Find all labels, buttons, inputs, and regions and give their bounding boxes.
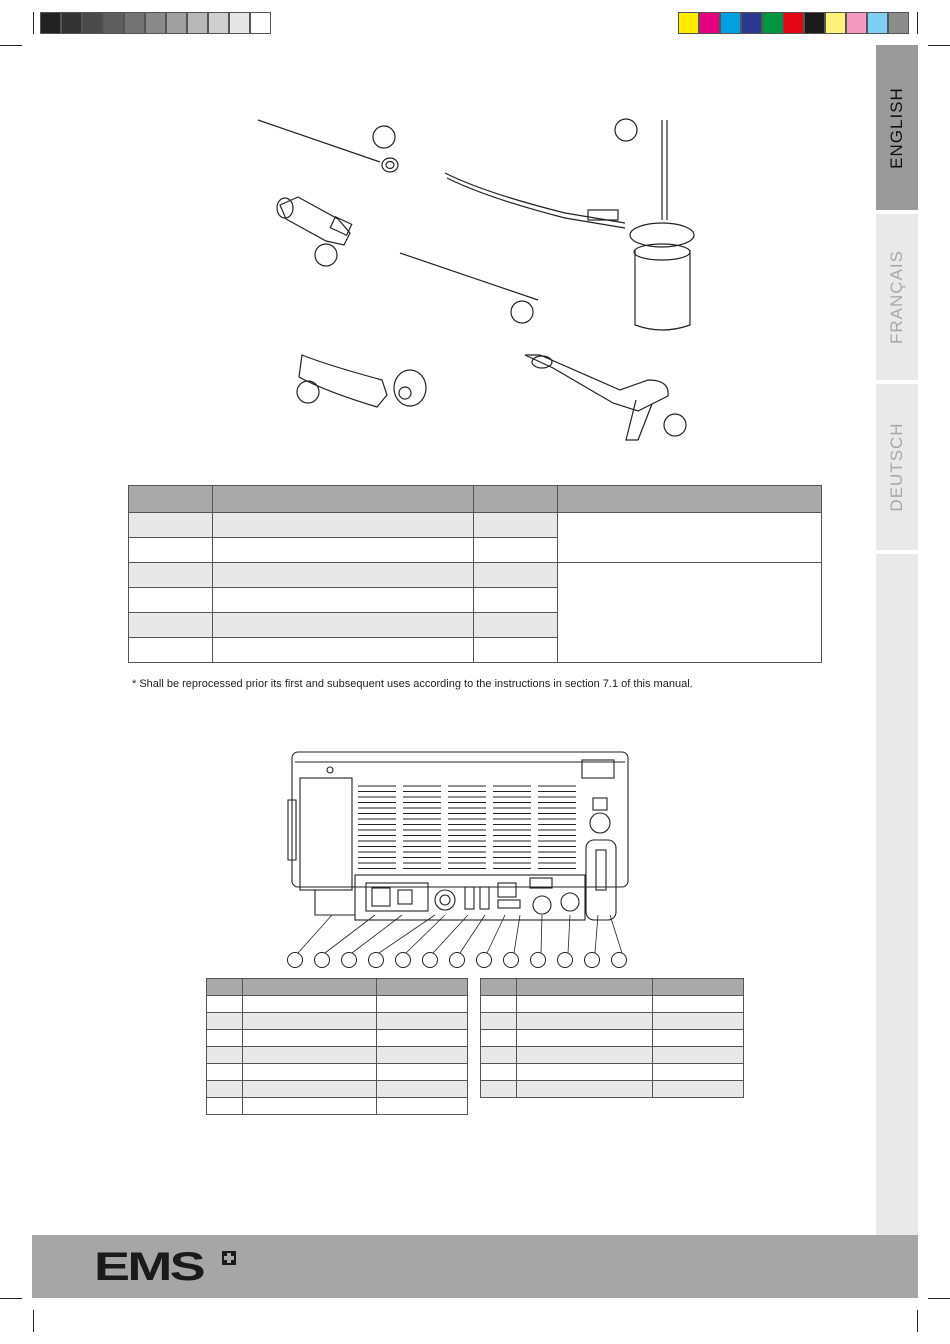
tab-francais-label: FRANÇAIS bbox=[887, 250, 906, 344]
table-row bbox=[481, 1081, 744, 1098]
calibration-swatch bbox=[762, 12, 783, 34]
crop-mark bbox=[928, 1298, 950, 1299]
table-header-row bbox=[207, 979, 468, 996]
tab-deutsch[interactable] bbox=[876, 384, 918, 550]
footer-bar bbox=[32, 1235, 918, 1298]
calibration-swatch bbox=[846, 12, 867, 34]
table-row bbox=[129, 563, 822, 588]
calibration-swatch bbox=[61, 12, 82, 34]
callout-circle bbox=[504, 953, 519, 968]
callout-leader-line bbox=[595, 915, 598, 953]
table-header-row bbox=[481, 979, 744, 996]
calibration-swatch bbox=[825, 12, 846, 34]
table-row bbox=[481, 996, 744, 1013]
table-row bbox=[207, 996, 468, 1013]
table-row bbox=[207, 1013, 468, 1030]
tab-english[interactable] bbox=[876, 45, 918, 210]
callout-circle bbox=[315, 953, 330, 968]
callout-leader-line bbox=[568, 915, 570, 953]
table-row bbox=[207, 1098, 468, 1115]
calibration-swatch bbox=[124, 12, 145, 34]
calibration-swatch bbox=[867, 12, 888, 34]
calibration-swatch bbox=[741, 12, 762, 34]
calibration-swatch bbox=[699, 12, 720, 34]
crop-mark bbox=[33, 1310, 34, 1332]
accessories-table bbox=[128, 485, 822, 663]
calibration-swatch bbox=[187, 12, 208, 34]
callout-circle bbox=[423, 953, 438, 968]
table-row bbox=[207, 1030, 468, 1047]
connectors-table-left bbox=[206, 978, 468, 1115]
crop-mark bbox=[33, 12, 34, 34]
accessories-illustration bbox=[250, 110, 700, 450]
calibration-swatch bbox=[166, 12, 187, 34]
callout-leader-line bbox=[406, 915, 445, 953]
calibration-swatch bbox=[678, 12, 699, 34]
callout-circle bbox=[585, 953, 600, 968]
callout-circle bbox=[288, 953, 303, 968]
table-row bbox=[129, 513, 822, 538]
callout-circle bbox=[369, 953, 384, 968]
device-rear-panel-illustration bbox=[280, 750, 640, 972]
header-cell bbox=[212, 486, 474, 513]
callout-leader-line bbox=[325, 915, 375, 953]
table-row bbox=[481, 1064, 744, 1081]
calibration-swatch bbox=[804, 12, 825, 34]
table-row bbox=[207, 1047, 468, 1064]
table-row bbox=[481, 1030, 744, 1047]
callout-circle bbox=[477, 953, 492, 968]
calibration-swatch bbox=[888, 12, 909, 34]
callout-circle bbox=[342, 953, 357, 968]
callout-circle bbox=[612, 953, 627, 968]
callout-leader-line bbox=[541, 915, 542, 953]
callout-circle bbox=[558, 953, 573, 968]
callout-leader-line bbox=[610, 915, 622, 953]
side-tab-filler bbox=[876, 554, 918, 1236]
callout-leader-line bbox=[379, 915, 435, 953]
reprocessing-footnote: * Shall be reprocessed prior its first and subsequent uses according to the instructions in section 7.1 of this manual. bbox=[132, 678, 693, 690]
header-cell bbox=[558, 486, 822, 513]
table-header-row bbox=[129, 486, 822, 513]
callout-circle bbox=[396, 953, 411, 968]
calibration-swatch bbox=[720, 12, 741, 34]
callout-leader-line bbox=[433, 915, 468, 953]
crop-mark bbox=[917, 1310, 918, 1332]
table-row bbox=[481, 1013, 744, 1030]
connectors-table-right bbox=[480, 978, 744, 1098]
callout-leader-line bbox=[298, 915, 332, 953]
crop-mark bbox=[0, 1298, 22, 1299]
callout-leader-line bbox=[352, 915, 402, 953]
calibration-swatch bbox=[103, 12, 124, 34]
tab-deutsch-label: DEUTSCH bbox=[887, 422, 906, 512]
table-row bbox=[207, 1064, 468, 1081]
calibration-swatch bbox=[250, 12, 271, 34]
calibration-swatch bbox=[229, 12, 250, 34]
ems-logo: EMS bbox=[94, 1245, 203, 1289]
calibration-swatch bbox=[783, 12, 804, 34]
table-row bbox=[207, 1081, 468, 1098]
crop-mark bbox=[917, 12, 918, 34]
tab-english-label: ENGLISH bbox=[887, 86, 906, 169]
header-cell bbox=[129, 486, 213, 513]
crop-mark bbox=[928, 45, 950, 46]
callout-circle bbox=[531, 953, 546, 968]
calibration-swatch bbox=[145, 12, 166, 34]
calibration-swatch bbox=[82, 12, 103, 34]
callout-leader-line bbox=[514, 915, 520, 953]
callout-circle bbox=[450, 953, 465, 968]
callout-circle bbox=[373, 126, 395, 148]
crop-mark bbox=[0, 45, 22, 46]
header-cell bbox=[474, 486, 558, 513]
tab-francais[interactable] bbox=[876, 214, 918, 380]
calibration-swatch bbox=[40, 12, 61, 34]
swiss-cross-icon bbox=[222, 1251, 236, 1265]
callout-leader-line bbox=[487, 915, 505, 953]
calibration-swatch bbox=[208, 12, 229, 34]
table-row bbox=[481, 1047, 744, 1064]
callout-leader-line bbox=[460, 915, 485, 953]
